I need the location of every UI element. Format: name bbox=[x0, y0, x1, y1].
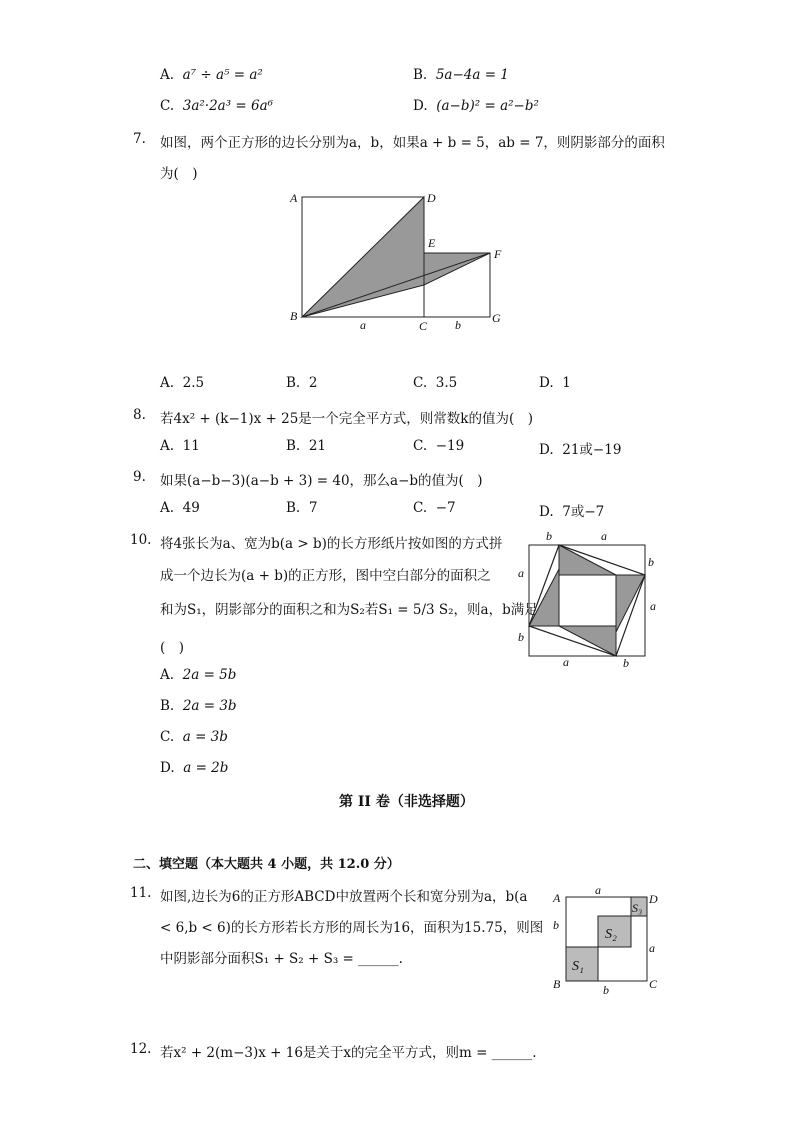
q11-label-D: D bbox=[649, 892, 658, 906]
q10-option-d: D. a = 2b bbox=[160, 760, 229, 776]
q7-label-B: B bbox=[290, 309, 298, 323]
q7-label-F: F bbox=[494, 247, 502, 261]
q11-label-B: B bbox=[553, 977, 561, 991]
q6-option-a: A. a⁷ ÷ a⁵ = a² bbox=[160, 67, 263, 83]
q8-option-c: C. −19 bbox=[413, 438, 465, 454]
q10-label-b-top: b bbox=[546, 529, 552, 543]
q7-shaded-triangle-2 bbox=[424, 253, 490, 285]
q10-number: 10. bbox=[130, 532, 152, 548]
q7-label-b: b bbox=[455, 318, 461, 332]
q7-label-D: D bbox=[427, 191, 436, 205]
q11-label-b-left: b bbox=[553, 918, 559, 932]
q10-shaded-right bbox=[616, 575, 645, 632]
q8-option-d: D. 21或−19 bbox=[539, 442, 622, 458]
q7-option-b: B. 2 bbox=[286, 375, 318, 391]
q12-number: 12. bbox=[130, 1041, 152, 1057]
q10-option-a: A. 2a = 5b bbox=[160, 667, 237, 683]
q11-line1: 如图,边长为6的正方形ABCD中放置两个长和宽分别为a，b(a bbox=[160, 889, 528, 905]
q7-label-C: C bbox=[419, 319, 428, 333]
q11-line3: 中阴影部分面积S₁ + S₂ + S₃ = ______. bbox=[160, 951, 403, 967]
q10-shaded-bottom bbox=[559, 626, 616, 656]
q11-label-s1: S₁ bbox=[572, 959, 584, 974]
q7-option-a: A. 2.5 bbox=[160, 375, 205, 391]
q11-label-s2: S₂ bbox=[605, 927, 617, 942]
q7-figure bbox=[285, 186, 515, 336]
q10-line1: 将4张长为a、宽为b(a > b)的长方形纸片按如图的方式拼 bbox=[160, 536, 503, 552]
q7-text-line1: 如图，两个正方形的边长分别为a，b，如果a + b = 5，ab = 7，则阴影部分的面积 bbox=[160, 135, 665, 151]
q10-figure bbox=[510, 527, 660, 672]
q10-shaded-left bbox=[529, 569, 559, 626]
q7-shaded-triangle-1 bbox=[302, 197, 424, 317]
q10-label-b-left: b bbox=[518, 630, 524, 644]
q7-label-a: a bbox=[360, 318, 366, 332]
q10-option-b: B. 2a = 3b bbox=[160, 698, 237, 714]
q11-figure bbox=[548, 882, 668, 997]
q7-option-d: D. 1 bbox=[539, 375, 571, 391]
q8-text: 若4x² + (k−1)x + 25是一个完全平方式，则常数k的值为( ) bbox=[160, 411, 534, 427]
q10-line3: 和为S₁，阴影部分的面积之和为S₂若S₁ = 5/3 S₂，则a，b满足 bbox=[160, 602, 538, 618]
q8-number: 8. bbox=[133, 407, 146, 423]
q9-option-c: C. −7 bbox=[413, 500, 456, 516]
q11-line2: < 6,b < 6)的长方形若长方形的周长为16，面积为15.75，则图 bbox=[160, 920, 544, 936]
q6-option-b: B. 5a−4a = 1 bbox=[413, 67, 509, 83]
q9-text: 如果(a−b−3)(a−b + 3) = 40，那么a−b的值为( ) bbox=[160, 473, 483, 489]
q10-label-a-right: a bbox=[650, 599, 656, 613]
q10-label-a-left: a bbox=[518, 566, 524, 580]
part2-header: 二、填空题（本大题共 4 小题，共 12.0 分） bbox=[133, 857, 400, 872]
q10-line2: 成一个边长为(a + b)的正方形，图中空白部分的面积之 bbox=[160, 568, 491, 584]
q9-option-a: A. 49 bbox=[160, 500, 200, 516]
q7-label-E: E bbox=[428, 236, 436, 250]
q9-option-d: D. 7或−7 bbox=[539, 504, 605, 520]
q10-shaded-top bbox=[559, 545, 616, 575]
q10-label-b-right: b bbox=[648, 555, 654, 569]
q9-option-b: B. 7 bbox=[286, 500, 318, 516]
q10-label-a-top: a bbox=[601, 529, 607, 543]
q7-text-line2: 为( ) bbox=[160, 166, 198, 182]
q9-number: 9. bbox=[133, 469, 146, 485]
q6-option-d: D. (a−b)² = a²−b² bbox=[413, 98, 539, 114]
q11-label-b-bottom: b bbox=[603, 983, 609, 997]
q10-label-a-bottom: a bbox=[563, 655, 569, 669]
q7-label-G: G bbox=[492, 311, 501, 325]
q7-option-c: C. 3.5 bbox=[413, 375, 458, 391]
q11-label-s3: S₃ bbox=[632, 901, 643, 915]
q12-text: 若x² + 2(m−3)x + 16是关于x的完全平方式，则m = ______. bbox=[160, 1045, 537, 1061]
q10-label-b-bottom: b bbox=[623, 656, 629, 670]
q8-option-b: B. 21 bbox=[286, 438, 326, 454]
q10-line4: ( ) bbox=[160, 640, 185, 656]
q11-number: 11. bbox=[130, 885, 152, 901]
q11-label-A: A bbox=[553, 891, 561, 905]
q10-option-c: C. a = 3b bbox=[160, 729, 228, 745]
q7-number: 7. bbox=[133, 131, 146, 147]
q7-label-A: A bbox=[290, 191, 298, 205]
q6-option-c: C. 3a²·2a³ = 6a⁶ bbox=[160, 98, 274, 114]
q11-label-a-right: a bbox=[649, 941, 655, 955]
q11-label-C: C bbox=[649, 977, 658, 991]
q11-label-a-top: a bbox=[595, 883, 601, 897]
q8-option-a: A. 11 bbox=[160, 438, 200, 454]
section-title: 第 II 卷（非选择题） bbox=[339, 794, 474, 810]
